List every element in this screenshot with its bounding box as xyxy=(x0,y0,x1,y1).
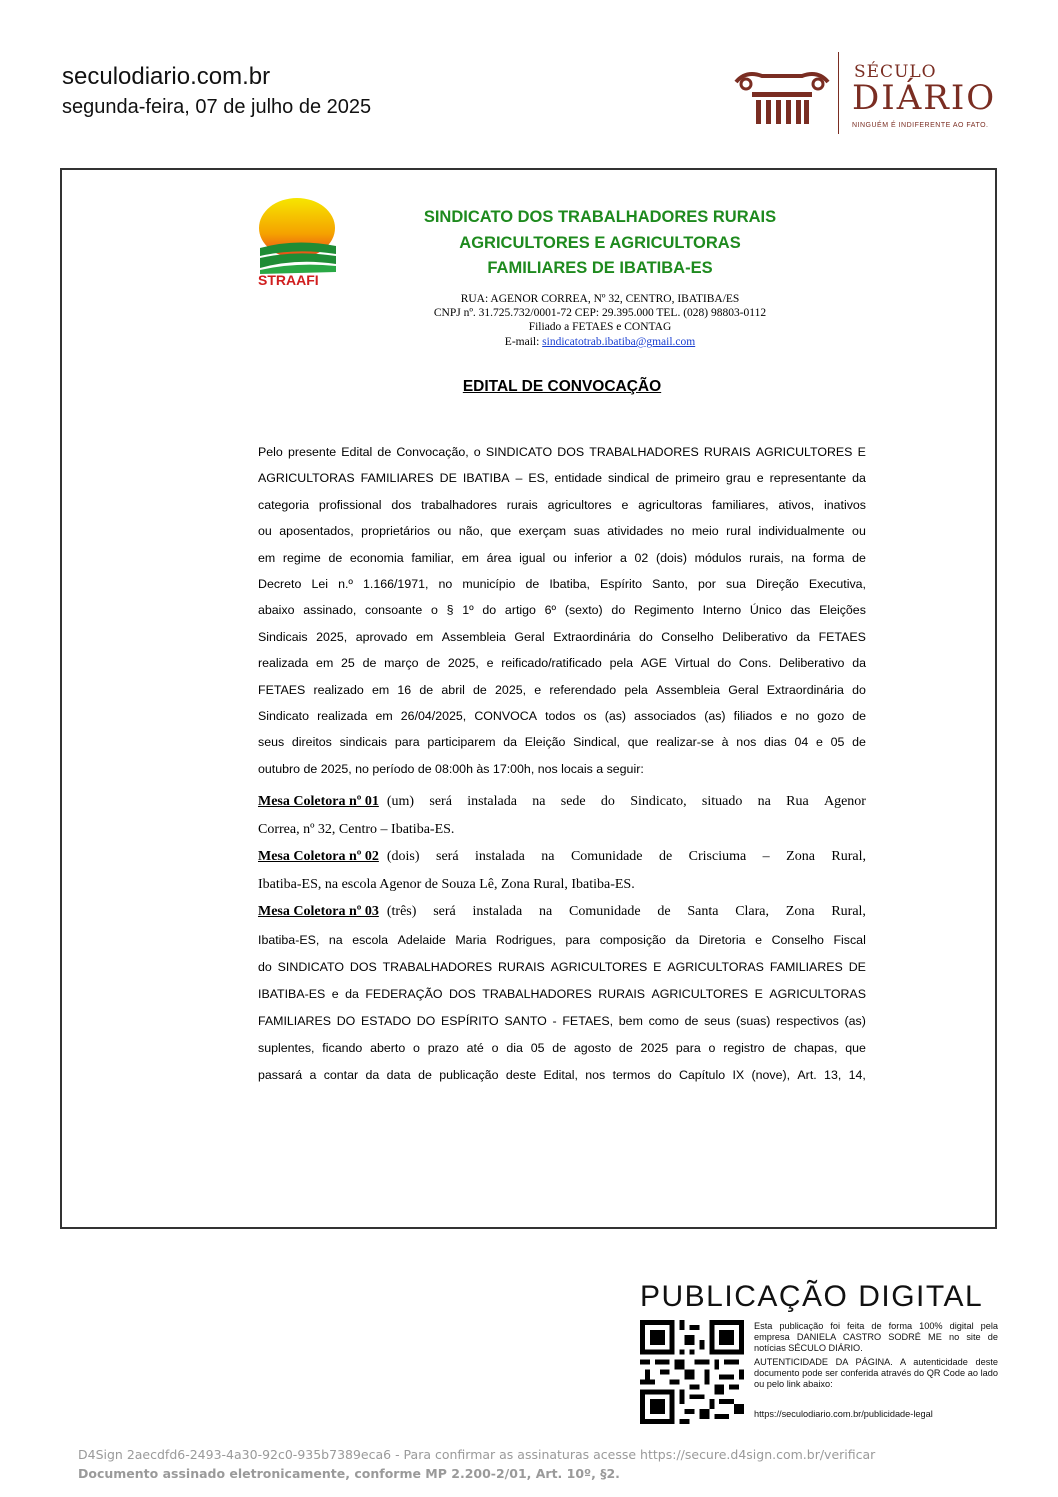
email-link[interactable]: sindicatotrab.ibatiba@gmail.com xyxy=(542,336,696,348)
qr-code-icon[interactable] xyxy=(640,1320,744,1424)
mesa3-line xyxy=(258,899,866,925)
brand-tagline: NINGUÉM É INDIFERENTE AO FATO. xyxy=(852,122,989,129)
column-icon xyxy=(732,52,832,134)
org-email-line xyxy=(400,335,800,349)
seculo-diario-logo xyxy=(732,52,1002,134)
mesa2-line xyxy=(258,844,866,870)
body-line: IBATIBA-ES e da FEDERAÇÃO DOS TRABALHADORES RURAIS AGRICULTORES E AGRICULTORAS xyxy=(258,987,866,1001)
body-line: Ibatiba-ES, na escola Adelaide Maria Rodrigues, para composição da Diretoria e Conselho Fiscal xyxy=(258,933,866,947)
publication-link[interactable]: https://seculodiario.com.br/publicidade-legal xyxy=(754,1409,933,1419)
site-url: seculodiario.com.br xyxy=(62,63,271,90)
brand-top: SÉCULO xyxy=(854,62,937,82)
email-label: E-mail: xyxy=(504,336,543,348)
body-line: FETAES realizado em 16 de abril de 2025, e referendado pela Assembleia Geral Extraordinária do xyxy=(258,682,866,697)
mesa1-text: (um) será instalada na sede do Sindicato, situado na Rua Agenor xyxy=(386,794,866,809)
body-line: do SINDICATO DOS TRABALHADORES RURAIS AGRICULTORES E AGRICULTORAS FAMILIARES DE xyxy=(258,960,866,974)
mesa3-label: Mesa Coletora nº 03 xyxy=(258,904,379,919)
body-line: em regime de economia familiar, em área igual ou inferior a 02 (dois) módulos rurais, na forma de xyxy=(258,550,866,565)
body-line: ou aposentados, proprietários ou não, que exerçam suas atividades no meio rural individualmente ou xyxy=(258,524,866,539)
mesa1-label: Mesa Coletora nº 01 xyxy=(258,794,379,809)
mesa1-line2: Correa, nº 32, Centro – Ibatiba-ES. xyxy=(258,822,455,837)
publication-title: PUBLICAÇÃO DIGITAL xyxy=(640,1280,984,1313)
mesa3-text: (três) será instalada na Comunidade de Santa Clara, Zona Rural, xyxy=(386,904,866,919)
brand-main: DIÁRIO xyxy=(852,78,997,118)
mesa2-label: Mesa Coletora nº 02 xyxy=(258,849,379,864)
d4sign-note: D4Sign 2aecdfd6-2493-4a30-92c0-935b7389eca6 - Para confirmar as assinaturas acesse https://secure.d4sign.com.br/verificar xyxy=(78,1447,876,1462)
mesa1-line xyxy=(258,789,866,815)
publication-text-2: AUTENTICIDADE DA PÁGINA. A autenticidade deste documento pode ser conferida através do QR Code ao lado ou pelo link abaixo: xyxy=(754,1357,998,1389)
org-address: RUA: AGENOR CORREA, Nº 32, CENTRO, IBATIBA/ES xyxy=(460,293,740,305)
org-cnpj: CNPJ nº. 31.725.732/0001-72 CEP: 29.395.000 TEL. (028) 98803-0112 xyxy=(433,307,767,319)
body-line: seus direitos sindicais para participarem da Eleição Sindical, que realizar-se à nos dias 04 e 05 de xyxy=(258,735,866,750)
mesa2-line2: Ibatiba-ES, na escola Agenor de Souza Lê, Zona Rural, Ibatiba-ES. xyxy=(258,877,635,892)
org-affiliation: Filiado a FETAES e CONTAG xyxy=(528,321,672,333)
logo-text: STRAAFI xyxy=(258,272,319,288)
body-line: abaixo assinado, consoante o § 1º do artigo 6º (sexto) do Regimento Interno Único das Eleições xyxy=(258,603,866,618)
mesa2-text: (dois) será instalada na Comunidade de Crisciuma – Zona Rural, xyxy=(386,849,866,864)
straafi-logo xyxy=(256,198,340,290)
org-name-line3: FAMILIARES DE IBATIBA-ES xyxy=(487,259,713,277)
publication-date: segunda-feira, 07 de julho de 2025 xyxy=(62,96,372,118)
body-line: realizada em 25 de março de 2025, e reificado/ratificado pela AGE Virtual do Cons. Deliberativo da xyxy=(258,656,866,671)
body-line: Sindicais 2025, aprovado em Assembleia Geral Extraordinária do Conselho Deliberativo da FETAES xyxy=(258,629,866,644)
org-name-line1: SINDICATO DOS TRABALHADORES RURAIS xyxy=(423,208,777,226)
body-line: FAMILIARES DO ESTADO DO ESPÍRITO SANTO - FETAES, bem como de seus (suas) respectivos (as) xyxy=(258,1014,866,1028)
body-line: categoria profissional dos trabalhadores rurais agricultores e agricultoras familiares, ativos, inativos xyxy=(258,497,866,512)
body-line: suplentes, ficando aberto o prazo até o dia 05 de agosto de 2025 para o registro de chapas, que xyxy=(258,1041,866,1055)
publication-text-1: Esta publicação foi feita de forma 100% digital pela empresa DANIELA CASTRO SODRÉ ME no site de notícias SÉCULO DIÁRIO. xyxy=(754,1321,998,1353)
body-line: Decreto Lei n.º 1.166/1971, no município de Ibatiba, Espírito Santo, por sua Direção Executiva, xyxy=(258,577,866,591)
body-line: Sindicato realizada em 26/04/2025, CONVOCA todos os (as) associados (as) filiados e no gozo de xyxy=(258,709,866,723)
body-line: outubro de 2025, no período de 08:00h às 17:00h, nos locais a seguir: xyxy=(258,761,644,776)
signature-note: Documento assinado eletronicamente, conforme MP 2.200-2/01, Art. 10º, §2. xyxy=(78,1466,620,1481)
org-name-line2: AGRICULTORES E AGRICULTORAS xyxy=(459,234,741,252)
body-line: passará a contar da data de publicação deste Edital, nos termos do Capítulo IX (nove), Art. 13, 14, xyxy=(258,1068,866,1082)
body-line: AGRICULTORAS FAMILIARES DE IBATIBA – ES, entidade sindical de primeiro grau e representante da xyxy=(258,471,866,486)
document-title: EDITAL DE CONVOCAÇÃO xyxy=(462,378,662,395)
body-line: Pelo presente Edital de Convocação, o SINDICATO DOS TRABALHADORES RURAIS AGRICULTORES E xyxy=(258,445,866,459)
